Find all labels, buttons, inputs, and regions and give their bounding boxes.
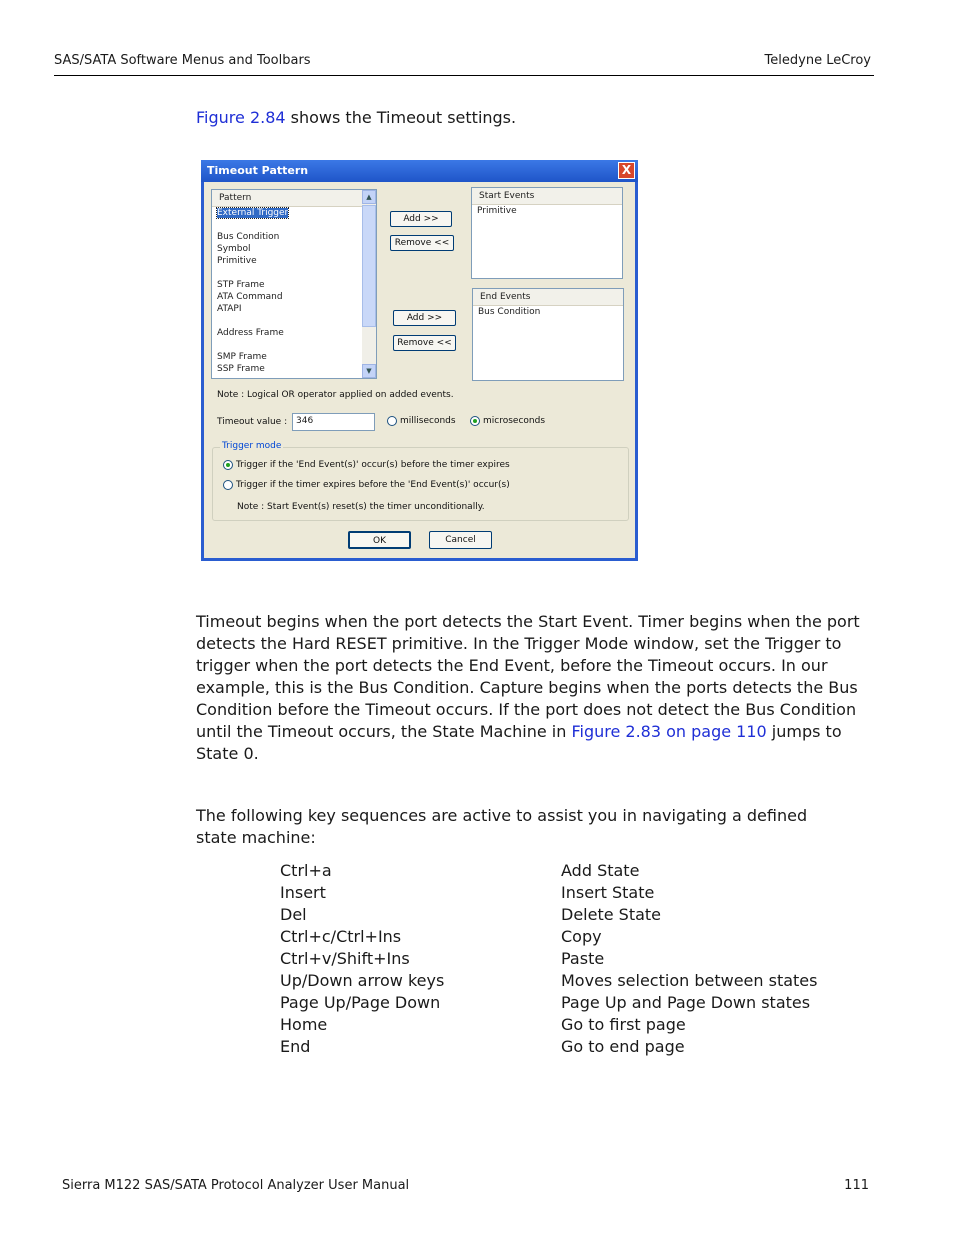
- key-action: Page Up and Page Down states: [561, 993, 811, 1012]
- pattern-item-label: SMP Frame: [217, 352, 267, 362]
- remove-end-button[interactable]: Remove <<: [393, 335, 456, 351]
- key-sequences-intro: [196, 805, 836, 849]
- key-combination: Del: [280, 905, 307, 924]
- key-action: Moves selection between states: [561, 971, 818, 990]
- timeout-paragraph: [196, 611, 876, 765]
- key-action: Add State: [561, 861, 640, 880]
- microseconds-radio[interactable]: [470, 416, 480, 426]
- trigger-option-1-radio[interactable]: [223, 460, 233, 470]
- cancel-button[interactable]: Cancel: [429, 531, 492, 549]
- dialog-title-bar[interactable]: [201, 160, 638, 182]
- intro-text: shows the Timeout settings.: [285, 108, 517, 127]
- timeout-value-input[interactable]: 346: [292, 413, 375, 431]
- key-combination: Ctrl+c/Ctrl+Ins: [280, 927, 402, 946]
- pattern-scrollbar[interactable]: [362, 190, 376, 378]
- pattern-item-label: Address Frame: [217, 328, 284, 338]
- pattern-item[interactable]: [212, 207, 376, 219]
- milliseconds-label: milliseconds: [400, 416, 456, 426]
- pattern-item[interactable]: [212, 255, 376, 267]
- pattern-header: Pattern: [212, 190, 376, 207]
- key-combination: Ctrl+a: [280, 861, 332, 880]
- key-action: Copy: [561, 927, 602, 946]
- header-rule: [54, 75, 874, 76]
- add-end-button[interactable]: Add >>: [393, 310, 456, 326]
- trigger-option-2-label: Trigger if the timer expires before the 'End Event(s)' occur(s): [236, 480, 510, 490]
- remove-start-button[interactable]: Remove <<: [390, 235, 454, 251]
- start-event-item[interactable]: Primitive: [477, 206, 517, 216]
- running-header-right: Teledyne LeCroy: [764, 53, 871, 68]
- pattern-item-label: ATAPI: [217, 304, 242, 314]
- add-start-button[interactable]: Add >>: [390, 211, 452, 227]
- pattern-item[interactable]: [212, 243, 376, 255]
- footer-title: Sierra M122 SAS/SATA Protocol Analyzer User Manual: [62, 1178, 410, 1193]
- end-event-item[interactable]: Bus Condition: [478, 307, 541, 317]
- pattern-listbox[interactable]: [211, 189, 377, 379]
- pattern-item-label: STP Frame: [217, 280, 265, 290]
- paragraph-text-a: Timeout begins when the port detects the Start Event. Timer begins when the port detects the Hard RESET primitive. In the Trigger Mode window, set the Trigger to trigger when the port detects the End Event, before the Timeout occurs. In our example, this is the Bus Condition. Capture begins when the ports detects the Bus Condition before the Timeout occurs. If the port does not detect the Bus Condition until the Timeout occurs, the State Machine in: [196, 612, 860, 741]
- start-events-listbox[interactable]: [471, 187, 623, 279]
- pattern-item-label: ATA Command: [217, 292, 283, 302]
- trigger-mode-title: Trigger mode: [222, 441, 282, 451]
- trigger-option-1-label: Trigger if the 'End Event(s)' occur(s) before the timer expires: [236, 460, 510, 470]
- key-action: Paste: [561, 949, 605, 968]
- trigger-option-2-radio[interactable]: [223, 480, 233, 490]
- running-header-left: SAS/SATA Software Menus and Toolbars: [54, 53, 311, 68]
- start-events-header: Start Events: [472, 188, 622, 205]
- pattern-item-label: Symbol: [217, 244, 251, 254]
- pattern-item-label: External Trigger: [217, 208, 289, 218]
- timeout-label: Timeout value :: [217, 417, 288, 427]
- key-combination: Up/Down arrow keys: [280, 971, 445, 990]
- figure-2-83-link[interactable]: Figure 2.83 on page 110: [571, 722, 767, 741]
- list-spacer: [212, 219, 376, 231]
- pattern-item-label: Primitive: [217, 256, 257, 266]
- dialog-body: [204, 182, 635, 558]
- paragraph-text-b: jumps to State 0.: [196, 722, 842, 763]
- dialog-title: Timeout Pattern: [207, 164, 309, 177]
- microseconds-label: microseconds: [483, 416, 546, 426]
- key-combination: Insert: [280, 883, 326, 902]
- list-spacer: [212, 315, 376, 327]
- list-spacer: [212, 267, 376, 279]
- pattern-item[interactable]: [212, 279, 376, 291]
- pattern-item[interactable]: [212, 291, 376, 303]
- ok-button[interactable]: OK: [348, 531, 411, 549]
- key-combination: Home: [280, 1015, 328, 1034]
- page-number: 111: [844, 1178, 869, 1193]
- pattern-item-label: SSP Frame: [217, 364, 265, 374]
- key-combination: Ctrl+v/Shift+Ins: [280, 949, 410, 968]
- pattern-item[interactable]: [212, 351, 376, 363]
- list-spacer: [212, 339, 376, 351]
- scroll-down-icon[interactable]: ▼: [362, 364, 376, 378]
- pattern-items: [212, 207, 376, 375]
- key-combination: End: [280, 1037, 311, 1056]
- key-action: Insert State: [561, 883, 655, 902]
- scroll-up-icon[interactable]: ▲: [362, 190, 376, 204]
- pattern-item-label: Bus Condition: [217, 232, 280, 242]
- or-note: Note : Logical OR operator applied on added events.: [217, 390, 454, 400]
- pattern-item[interactable]: [212, 327, 376, 339]
- pattern-item[interactable]: [212, 231, 376, 243]
- pattern-item[interactable]: [212, 303, 376, 315]
- pattern-item[interactable]: [212, 363, 376, 375]
- close-icon[interactable]: X: [618, 162, 635, 179]
- milliseconds-radio[interactable]: [387, 416, 397, 426]
- figure-link[interactable]: Figure 2.84: [196, 108, 286, 127]
- key-action: Go to first page: [561, 1015, 686, 1034]
- key-action: Go to end page: [561, 1037, 685, 1056]
- key-action: Delete State: [561, 905, 662, 924]
- key-sequences-text: The following key sequences are active to assist you in navigating a defined state machine:: [196, 806, 808, 847]
- trigger-note: Note : Start Event(s) reset(s) the timer unconditionally.: [237, 502, 485, 512]
- scroll-thumb[interactable]: [362, 205, 376, 327]
- key-combination: Page Up/Page Down: [280, 993, 441, 1012]
- end-events-listbox[interactable]: [472, 288, 624, 381]
- timeout-pattern-dialog: [201, 160, 638, 561]
- end-events-header: End Events: [473, 289, 623, 306]
- intro-sentence: [196, 108, 516, 127]
